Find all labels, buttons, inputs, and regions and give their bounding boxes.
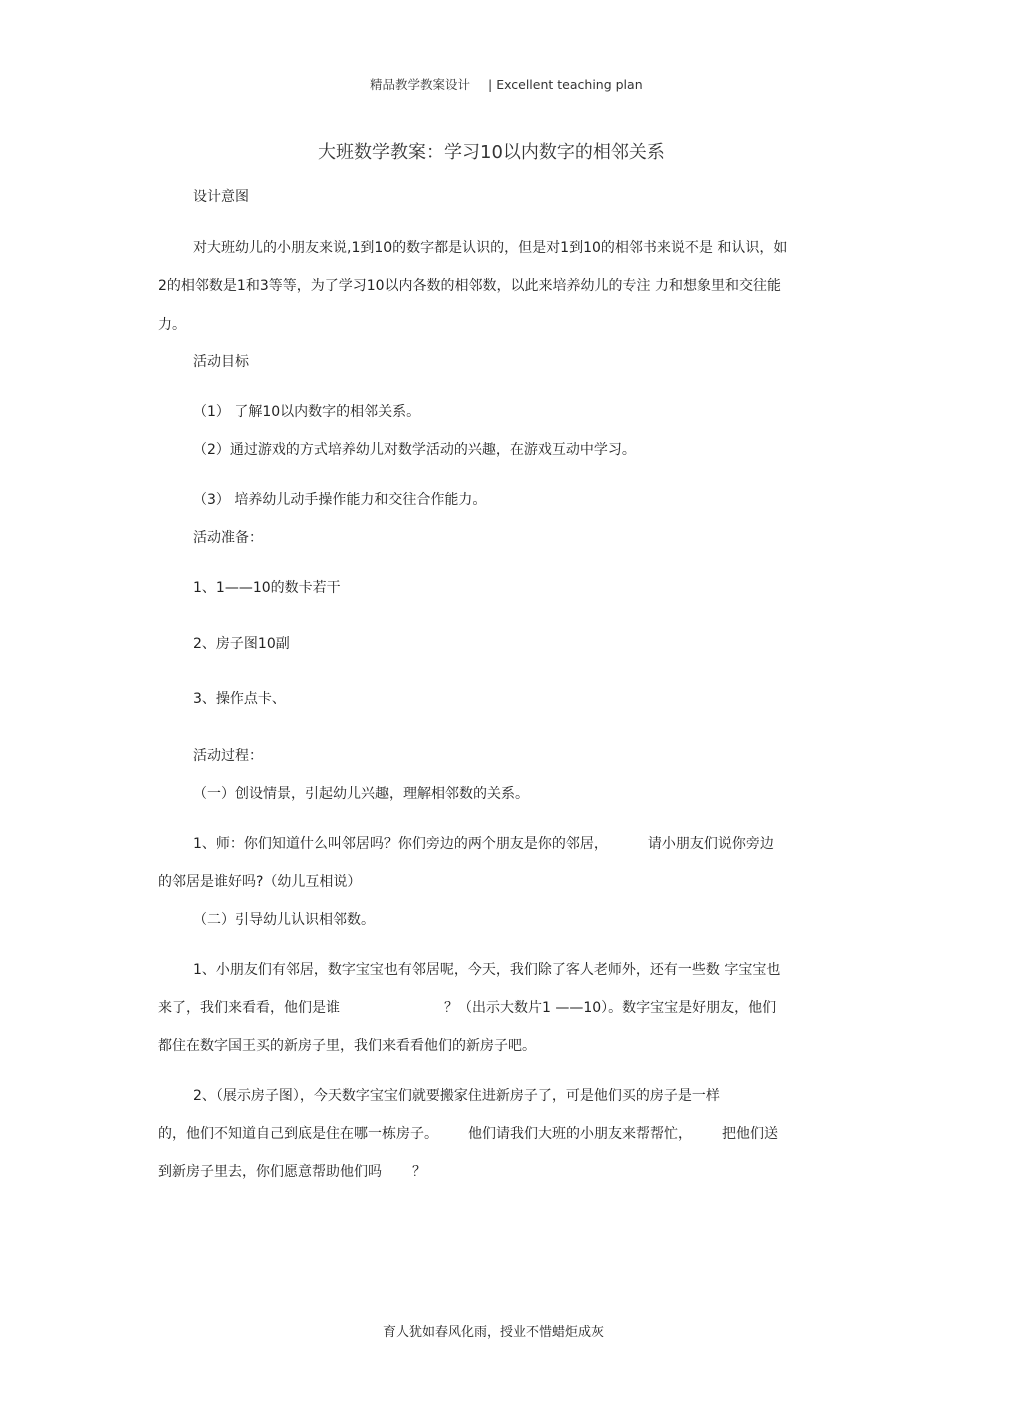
section-heading-goals: 活动目标 bbox=[193, 354, 249, 370]
text-segment: 请小朋友们说你旁边 bbox=[647, 836, 774, 852]
paragraph-line bbox=[158, 998, 776, 1018]
paragraph-line bbox=[158, 1162, 426, 1182]
paragraph-line: 2的相邻数是1和3等等，为了学习10以内各数的相邻数，以此来培养幼儿的专注 力和想象里和交往能 bbox=[158, 278, 781, 294]
paragraph-line: 都住在数字国王买的新房子里，我们来看看他们的新房子吧。 bbox=[158, 1038, 536, 1054]
paragraph-line: 对大班幼儿的小朋友来说,1到10的数字都是认识的，但是对1到10的相邻书来说不是 和认识，如 bbox=[193, 240, 788, 256]
subsection-heading: （二）引导幼儿认识相邻数。 bbox=[193, 912, 375, 928]
paragraph-line bbox=[193, 834, 774, 854]
list-item: 2、房子图10副 bbox=[193, 636, 290, 652]
text-segment: ？（出示大数片1 ——10）。数字宝宝是好朋友，他们 bbox=[444, 1000, 777, 1016]
paragraph-line: 1、小朋友们有邻居，数字宝宝也有邻居呢，今天，我们除了客人老师外，还有一些数 字宝宝也 bbox=[193, 962, 781, 978]
page-footer: 育人犹如春风化雨，授业不惜蜡炬成灰 bbox=[383, 1325, 605, 1340]
paragraph-line: 2、（展示房子图），今天数字宝宝们就要搬家住进新房子了，可是他们买的房子是一样 bbox=[193, 1088, 720, 1104]
header-right-text: | Excellent teaching plan bbox=[488, 77, 643, 92]
list-item: （2）通过游戏的方式培养幼儿对数学活动的兴趣，在游戏互动中学习。 bbox=[193, 442, 636, 458]
paragraph-line: 的邻居是谁好吗?（幼儿互相说） bbox=[158, 874, 362, 890]
list-item: （1） 了解10以内数字的相邻关系。 bbox=[193, 404, 421, 420]
section-heading-prep: 活动准备： bbox=[193, 530, 263, 546]
subsection-heading: （一）创设情景，引起幼儿兴趣，理解相邻数的关系。 bbox=[193, 786, 529, 802]
list-item: 1、1——10的数卡若干 bbox=[193, 580, 341, 596]
text-segment: 他们请我们大班的小朋友来帮帮忙， bbox=[468, 1126, 692, 1142]
document-title: 大班数学教案：学习10以内数字的相邻关系 bbox=[318, 142, 665, 163]
page-header bbox=[370, 75, 643, 95]
section-heading-process: 活动过程： bbox=[193, 748, 263, 764]
text-segment: 把他们送 bbox=[722, 1126, 778, 1142]
text-segment: 1、师：你们知道什么叫邻居吗？你们旁边的两个朋友是你的邻居， bbox=[193, 836, 608, 852]
header-left-text: 精品教学教案设计 bbox=[370, 77, 471, 92]
list-item: （3） 培养幼儿动手操作能力和交往合作能力。 bbox=[193, 492, 487, 508]
text-segment: 来了，我们来看看，他们是谁 bbox=[158, 1000, 340, 1016]
text-segment: 的，他们不知道自己到底是住在哪一栋房子。 bbox=[158, 1126, 438, 1142]
section-heading-design-intent: 设计意图 bbox=[193, 189, 249, 205]
text-segment: ？ bbox=[412, 1164, 426, 1180]
text-segment: 到新房子里去，你们愿意帮助他们吗 bbox=[158, 1164, 382, 1180]
paragraph-line bbox=[158, 1124, 778, 1144]
paragraph-line: 力。 bbox=[158, 317, 186, 333]
list-item: 3、操作点卡、 bbox=[193, 691, 286, 707]
